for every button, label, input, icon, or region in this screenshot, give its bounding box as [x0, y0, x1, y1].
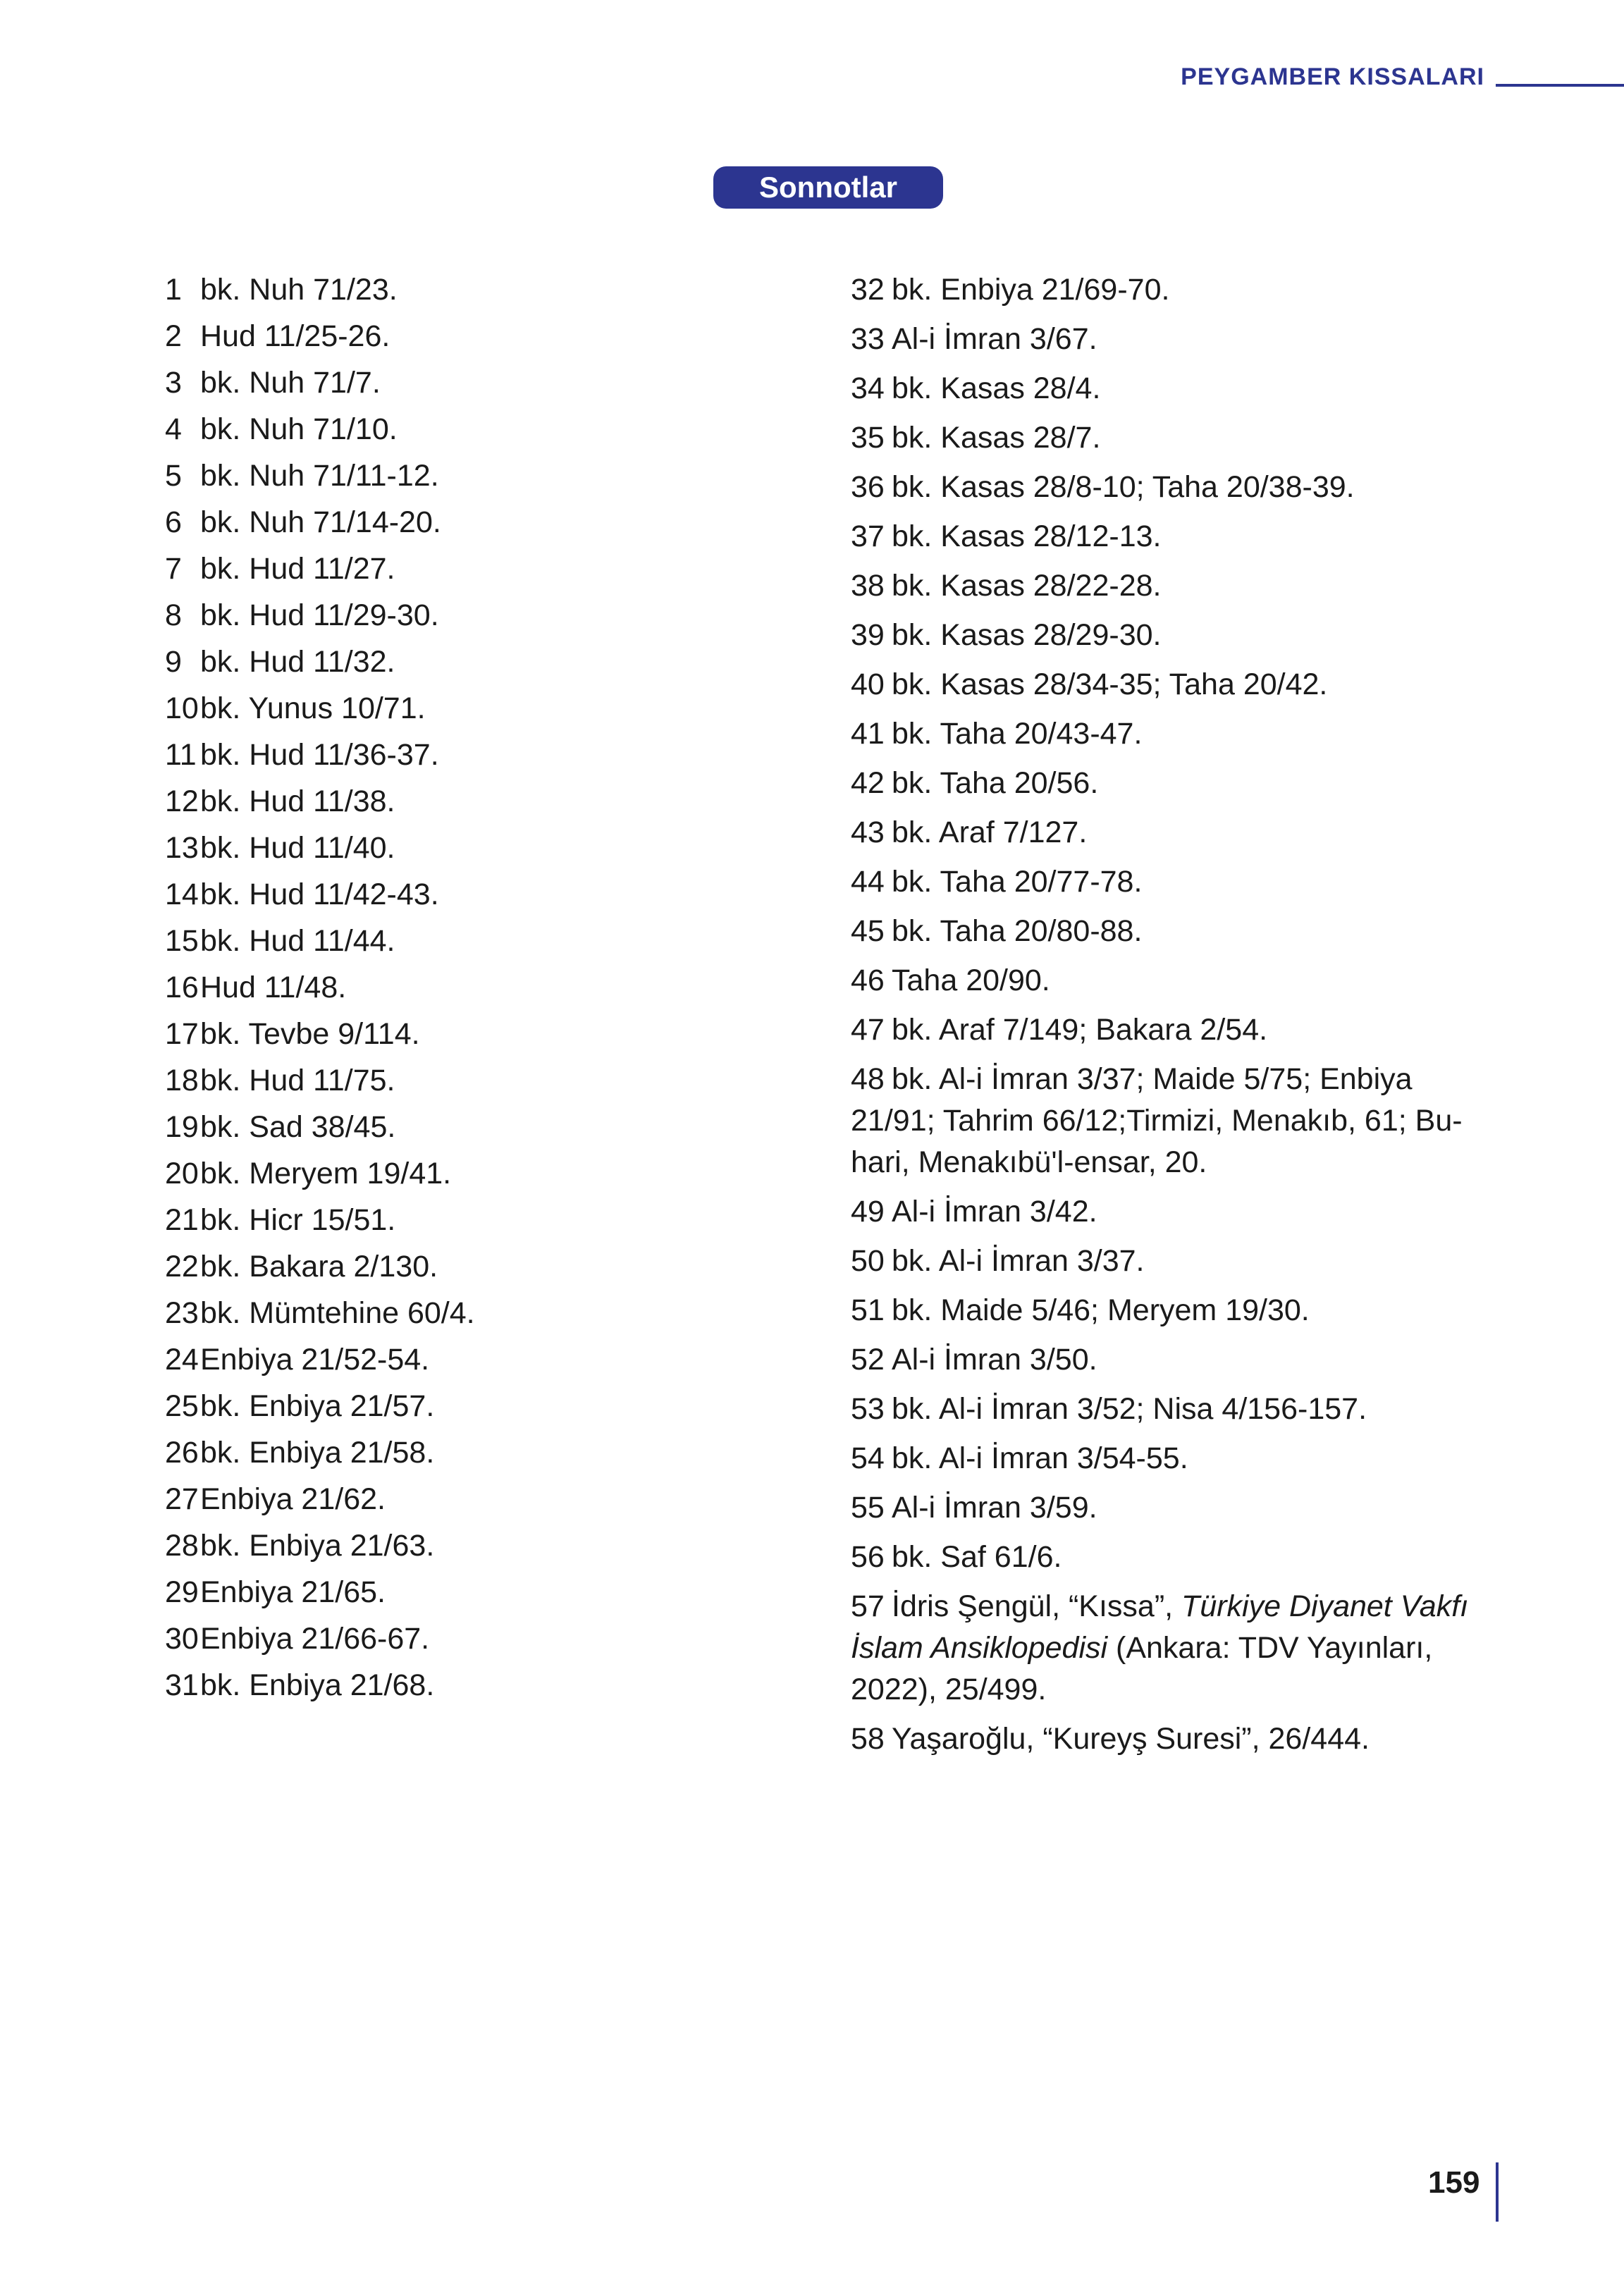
endnote-item: 31bk. Enbiya 21/68. [165, 1668, 435, 1702]
endnote-item: 23bk. Mümtehine 60/4. [165, 1296, 475, 1330]
endnote-item: 8 bk. Hud 11/29-30. [165, 598, 439, 632]
endnote-item: 14bk. Hud 11/42-43. [165, 878, 439, 911]
endnote-item: 7 bk. Hud 11/27. [165, 552, 395, 586]
endnote-item: 41 bk. Taha 20/43-47. [851, 717, 1143, 751]
endnote-item: 34 bk. Kasas 28/4. [851, 371, 1101, 405]
endnote-item: 18bk. Hud 11/75. [165, 1064, 395, 1097]
endnote-item: 9 bk. Hud 11/32. [165, 645, 395, 679]
endnote-item: 30Enbiya 21/66-67. [165, 1622, 430, 1656]
endnote-item: 24Enbiya 21/52-54. [165, 1343, 430, 1377]
endnote-item: 57 İdris Şengül, “Kıssa”, Türkiye Diyanet Vakfı İslam Ansiklopedisi (Ankara: TDV Yayınları, 2022), 25/499. [851, 1589, 1469, 1706]
endnote-item: 32 bk. Enbiya 21/69-70. [851, 273, 1170, 307]
work-title: Türkiye Diyanet Vakfı [1181, 1589, 1469, 1623]
endnote-item: 56 bk. Saf 61/6. [851, 1540, 1062, 1574]
endnote-item: 47 bk. Araf 7/149; Bakara 2/54. [851, 1013, 1268, 1047]
endnote-item: 43 bk. Araf 7/127. [851, 815, 1088, 849]
endnote-item: 37 bk. Kasas 28/12-13. [851, 519, 1162, 553]
endnote-item: 11 bk. Hud 11/36-37. [165, 738, 439, 772]
endnote-item: 2 Hud 11/25-26. [165, 319, 390, 353]
endnote-item: 35 bk. Kasas 28/7. [851, 421, 1101, 455]
page-number-rule [1496, 2162, 1499, 2222]
endnote-item: 49 Al-i İmran 3/42. [851, 1195, 1097, 1229]
endnote-item: 36 bk. Kasas 28/8-10; Taha 20/38-39. [851, 470, 1355, 504]
endnotes-left-column [165, 269, 799, 1711]
running-title: PEYGAMBER KISSALARI [1181, 63, 1484, 90]
endnote-item: 3 bk. Nuh 71/7. [165, 366, 381, 400]
endnotes-right-column [851, 269, 1485, 1768]
endnote-item: 39 bk. Kasas 28/29-30. [851, 618, 1162, 652]
endnote-item: 46 Taha 20/90. [851, 964, 1050, 997]
endnote-item: 29Enbiya 21/65. [165, 1575, 386, 1609]
endnote-item: 27Enbiya 21/62. [165, 1482, 386, 1516]
endnote-item: 51 bk. Maide 5/46; Meryem 19/30. [851, 1293, 1310, 1327]
endnote-item: 19bk. Sad 38/45. [165, 1110, 396, 1144]
running-header [1181, 63, 1624, 91]
endnote-item: 53 bk. Al-i İmran 3/52; Nisa 4/156-157. [851, 1392, 1367, 1426]
endnote-item: 33 Al-i İmran 3/67. [851, 322, 1097, 356]
endnote-item: 13bk. Hud 11/40. [165, 831, 395, 865]
endnote-item: 17bk. Tevbe 9/114. [165, 1017, 420, 1051]
endnote-item: 21bk. Hicr 15/51. [165, 1203, 396, 1237]
endnote-item: 52 Al-i İmran 3/50. [851, 1343, 1097, 1377]
endnote-item: 20bk. Meryem 19/41. [165, 1157, 452, 1190]
endnote-item: 10bk. Yunus 10/71. [165, 691, 426, 725]
endnote-item: 6 bk. Nuh 71/14-20. [165, 505, 441, 539]
section-title: Sonnotlar [759, 171, 897, 204]
endnote-item: 12bk. Hud 11/38. [165, 784, 395, 818]
endnote-item: 42 bk. Taha 20/56. [851, 766, 1099, 800]
endnote-item: 44 bk. Taha 20/77-78. [851, 865, 1143, 899]
endnote-item: 28bk. Enbiya 21/63. [165, 1529, 435, 1563]
endnote-item: 50 bk. Al-i İmran 3/37. [851, 1244, 1145, 1278]
endnote-item: 55 Al-i İmran 3/59. [851, 1491, 1097, 1525]
work-title: İslam Ansiklopedisi [851, 1631, 1108, 1665]
endnote-item: 5 bk. Nuh 71/11-12. [165, 459, 439, 493]
endnote-item: 58 Yaşaroğlu, “Kureyş Suresi”, 26/444. [851, 1722, 1370, 1756]
endnote-item: 1 bk. Nuh 71/23. [165, 273, 398, 307]
endnote-item: 25bk. Enbiya 21/57. [165, 1389, 435, 1423]
endnote-item: 16Hud 11/48. [165, 971, 347, 1004]
endnote-item: 54 bk. Al-i İmran 3/54-55. [851, 1441, 1188, 1475]
section-title-badge [713, 166, 943, 209]
page-number: 159 [1428, 2165, 1480, 2200]
endnote-item: 38 bk. Kasas 28/22-28. [851, 569, 1162, 603]
endnote-item: 4 bk. Nuh 71/10. [165, 412, 398, 446]
endnote-item: 48 bk. Al-i İmran 3/37; Maide 5/75; Enbiya 21/91; Tahrim 66/12;Tirmizi, Menakıb, 61; Bu- hari, Menakıbü'l-ensar, 20. [851, 1062, 1463, 1179]
endnote-item: 26bk. Enbiya 21/58. [165, 1436, 435, 1470]
endnote-item: 45 bk. Taha 20/80-88. [851, 914, 1143, 948]
endnote-item: 22bk. Bakara 2/130. [165, 1250, 438, 1283]
endnote-item: 15bk. Hud 11/44. [165, 924, 395, 958]
header-rule [1496, 84, 1624, 87]
endnote-item: 40 bk. Kasas 28/34-35; Taha 20/42. [851, 667, 1328, 701]
